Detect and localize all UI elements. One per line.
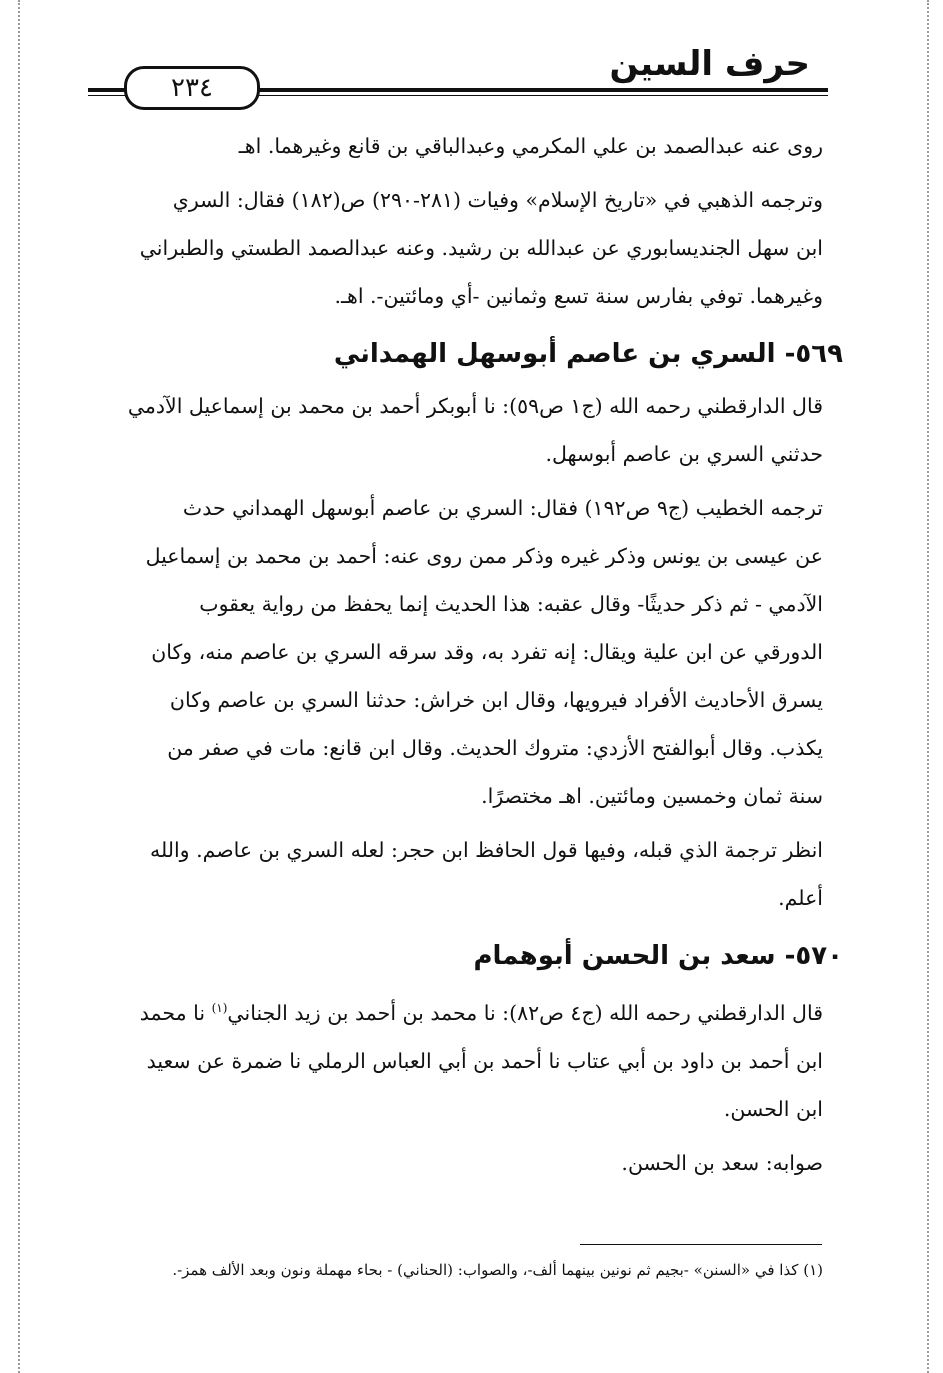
text-line: يكذب. وقال أبوالفتح الأزدي: متروك الحديث. وقال ابن قانع: مات في صفر من [167,736,823,760]
paragraph [100,382,823,478]
text-line: ترجمه الخطيب (ج٩ ص١٩٢) فقال: السري بن عاصم أبوسهل الهمداني حدث [182,496,823,520]
page-header [88,44,828,106]
right-margin-dots [927,0,929,1373]
text-line: عن عيسى بن يونس وذكر غيره وذكر ممن روى عنه: أحمد بن محمد بن إسماعيل [145,544,823,568]
paragraph [100,826,823,922]
text-line [100,984,823,1037]
paragraph [100,484,823,820]
paragraph [100,122,823,170]
text-segment: نا محمد [139,1000,206,1025]
chapter-title: حرف السين [600,44,820,84]
text-line: الدورقي عن ابن علية ويقال: إنه تفرد به، وقد سرقه السري بن عاصم منه، وكان [151,640,823,664]
footnote: (١) كذا في «السنن» -بجيم ثم نونين بينهما ألف-، والصواب: (الحناني) - بحاء مهملة ونون وبعد الألف همز-. [172,1261,823,1279]
paragraph [100,984,823,1133]
footnote-ref[interactable]: (١) [211,1001,228,1015]
left-margin-dots [18,0,20,1373]
text-line: وغيرهما. توفي بفارس سنة تسع وثمانين -أي ومائتين-. اهـ. [334,284,823,308]
text-line: حدثني السري بن عاصم أبوسهل. [545,442,823,466]
page-number: ٢٣٤ [124,66,260,110]
text-line: صوابه: سعد بن الحسن. [621,1150,823,1175]
page-body [100,122,843,1193]
text-line: يسرق الأحاديث الأفراد فيرويها، وقال ابن خراش: حدثنا السري بن عاصم وكان [169,688,823,712]
text-line: ابن أحمد بن داود بن أبي عتاب نا أحمد بن أبي العباس الرملي نا ضمرة عن سعيد [146,1048,823,1073]
paragraph [100,1139,823,1187]
text-line: وترجمه الذهبي في «تاريخ الإسلام» وفيات (٢٨١-٢٩٠) ص(١٨٢) فقال: السري [172,188,823,212]
text-line: قال الدارقطني رحمه الله (ج١ ص٥٩): نا أبوبكر أحمد بن محمد بن إسماعيل الآدمي [127,394,823,418]
entry-title-570: ٥٧٠- سعد بن الحسن أبوهمام [473,941,843,971]
text-line: سنة ثمان وخمسين ومائتين. اهـ مختصرًا. [481,784,823,808]
text-line: انظر ترجمة الذي قبله، وفيها قول الحافظ ابن حجر: لعله السري بن عاصم. والله [149,838,823,862]
entry-title-569: ٥٦٩- السري بن عاصم أبوسهل الهمداني [333,339,843,369]
text-line: الآدمي - ثم ذكر حديثًا- وقال عقبه: هذا الحديث إنما يحفظ من رواية يعقوب [199,592,823,616]
paragraph [100,176,823,320]
text-line: أعلم. [778,886,823,910]
text-segment: قال الدارقطني رحمه الله (ج٤ ص٨٢): نا محمد بن أحمد بن زيد الجناني [227,1000,823,1025]
text-line: ابن الحسن. [723,1096,823,1121]
footnote-separator [580,1244,822,1245]
text-line: ابن سهل الجنديسابوري عن عبدالله بن رشيد. وعنه عبدالصمد الطستي والطبراني [139,236,823,260]
text-line: روى عنه عبدالصمد بن علي المكرمي وعبدالباقي بن قانع وغيرهما. اهـ [238,134,823,158]
